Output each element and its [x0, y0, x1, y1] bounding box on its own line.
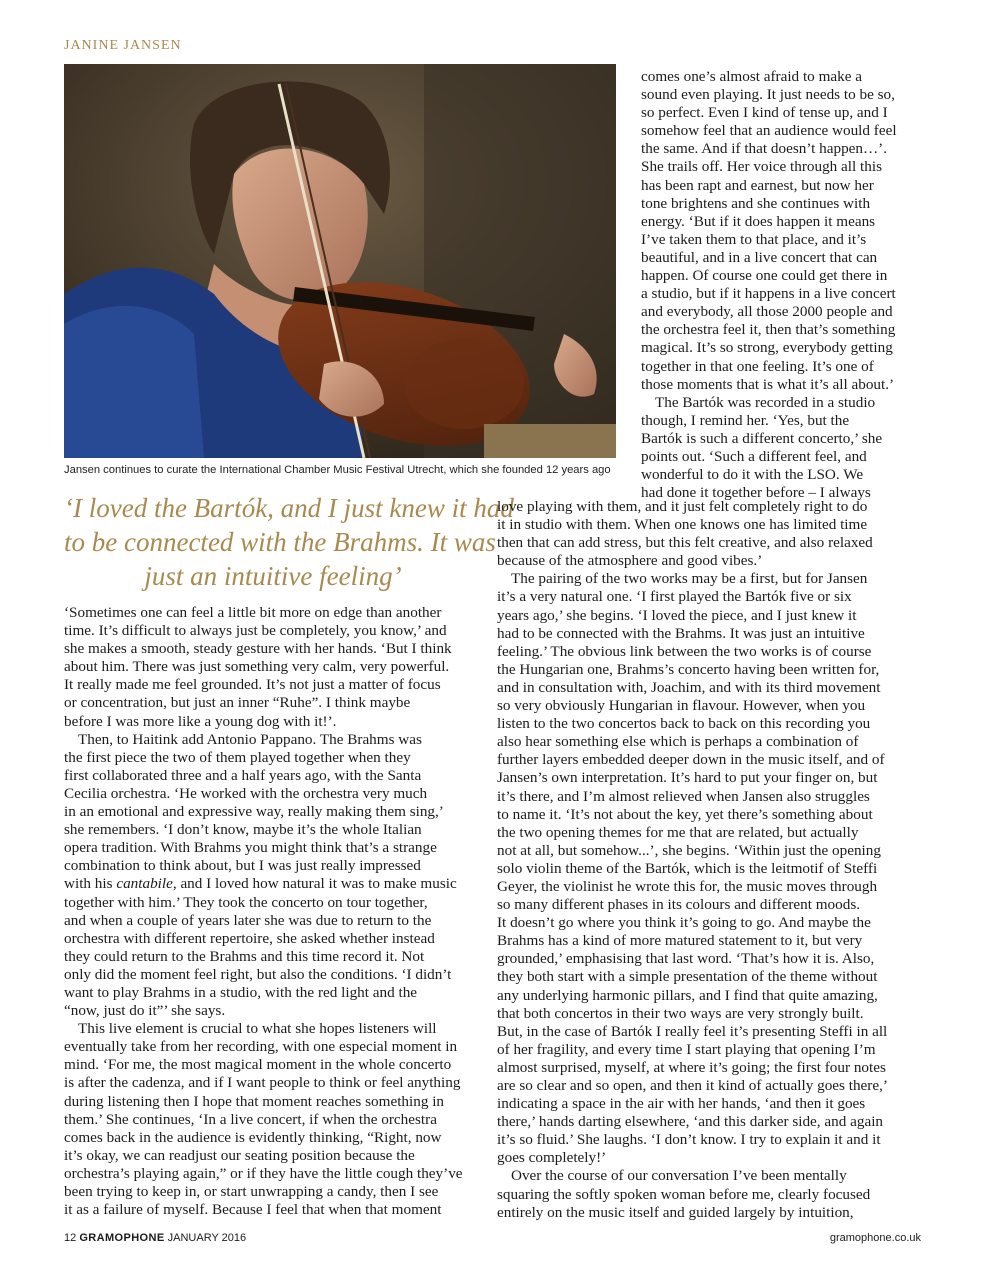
- text-line: those moments that is what it’s all about.’: [641, 375, 895, 393]
- text-line: combination to think about, but I was just really impressed: [64, 857, 421, 875]
- text-line: she makes a smooth, steady gesture with her hands. ‘But I think: [64, 640, 452, 658]
- text-line: she remembers. ‘I don’t know, maybe it’s the whole Italian: [64, 821, 422, 839]
- text-line: them.’ She continues, ‘In a live concert, if when the orchestra: [64, 1110, 437, 1128]
- text-line: the first piece the two of them played together when they: [64, 748, 411, 766]
- column-right: [497, 498, 917, 1222]
- text-line: orchestra’s playing again,” or if they have the little cough they’ve: [64, 1164, 463, 1182]
- text-line: then that can add stress, but this felt creative, and also relaxed: [497, 534, 873, 552]
- text-line: so perfect. Even I kind of tense up, and I: [641, 104, 888, 122]
- text-line: further layers embedded deeper down in the music itself, and of: [497, 751, 885, 769]
- text-line: sound even playing. It just needs to be so,: [641, 86, 895, 104]
- text-line: the Hungarian one, Brahms’s concerto having been written for,: [497, 660, 880, 678]
- text-line: almost surprised, myself, at where it’s going; the first four notes: [497, 1058, 886, 1076]
- text-line: because of the atmosphere and good vibes.’: [497, 552, 763, 570]
- column-left: [64, 604, 484, 1219]
- text-line: in an emotional and expressive way, really making them sing,’: [64, 803, 444, 821]
- text-line: love playing with them, and it just felt completely right to do: [497, 498, 868, 515]
- text-line: entirely on the music itself and guided largely by intuition,: [497, 1203, 854, 1221]
- text-line: the same. And if that doesn’t happen…’.: [641, 140, 888, 158]
- text-line: Then, to Haitink add Antonio Pappano. The Brahms was: [78, 730, 422, 748]
- text-line: It doesn’t go where you think it’s going to go. And maybe the: [497, 914, 871, 932]
- text-line: “now, just do it”’ she says.: [64, 1002, 226, 1020]
- text-line: had done it together before – I always: [641, 484, 871, 502]
- text-line: magical. It’s so strong, everybody getting: [641, 339, 893, 357]
- text-line: goes completely!’: [497, 1149, 607, 1167]
- text-line: squaring the softly spoken woman before me, clearly focused: [497, 1185, 871, 1203]
- text-line: opera tradition. With Brahms you might think that’s a strange: [64, 839, 437, 857]
- text-line: The Bartók was recorded in a studio: [655, 393, 876, 411]
- text-line: years ago,’ she begins. ‘I loved the piece, and I just knew it: [497, 606, 857, 624]
- text-line: grounded,’ emphasising that last word. ‘That’s how it is. Also,: [497, 950, 875, 968]
- text-line: comes one’s almost afraid to make a: [641, 68, 862, 85]
- text-line: want to play Brahms in a studio, with the red light and the: [64, 983, 418, 1001]
- text-line: together in that one feeling. It’s one of: [641, 357, 874, 375]
- text-line: orchestra with different repertoire, she asked whether instead: [64, 929, 435, 947]
- text-line: it’s a very natural one. ‘I first played the Bartók five or six: [497, 588, 852, 606]
- text-line: ‘Sometimes one can feel a little bit more on edge than another: [64, 604, 442, 621]
- text-line: during listening then I hope that moment reaches something in: [64, 1092, 445, 1110]
- text-line: and everybody, all those 2000 people and: [641, 303, 893, 321]
- column-top-right: [641, 68, 921, 502]
- text-line: it as a failure of myself. Because I feel that when that moment: [64, 1201, 442, 1219]
- text-line: beautiful, and in a live concert that can: [641, 248, 878, 266]
- text-line: about him. There was just something very calm, very powerful.: [64, 658, 450, 676]
- text-line: that both concertos in their two ways are very strongly built.: [497, 1004, 864, 1022]
- text-line: the orchestra feel it, then that’s something: [641, 321, 896, 339]
- text-line: and in consultation with, Joachim, and with its third movement: [497, 678, 881, 696]
- text-line: I’ve taken them to that place, and it’s: [641, 230, 867, 248]
- text-line: it’s there, and I’m almost relieved when Jansen also struggles: [497, 787, 870, 805]
- text-line: listen to the two concertos back to back on this recording you: [497, 715, 871, 733]
- text-line: This live element is crucial to what she hopes listeners will: [78, 1020, 437, 1038]
- text-line: with his cantabile, and I loved how natural it was to make music: [64, 875, 457, 893]
- text-line: It really made me feel grounded. It’s not just a matter of focus: [64, 676, 441, 694]
- text-line: Over the course of our conversation I’ve been mentally: [511, 1167, 847, 1185]
- text-line: Geyer, the violinist he wrote this for, the music moves through: [497, 877, 878, 895]
- text-line: together with him.’ They took the concerto on tour together,: [64, 893, 428, 911]
- text-line: points out. ‘Such a different feel, and: [641, 447, 867, 465]
- issue-date: JANUARY 2016: [167, 1232, 247, 1244]
- pull-quote-line: just an intuitive feeling’: [144, 561, 402, 591]
- text-line: also hear something else which is perhaps a combination of: [497, 733, 859, 751]
- text-line: had to be connected with the Brahms. It was just an intuitive: [497, 624, 865, 642]
- page-number: 12: [64, 1232, 77, 1244]
- text-line: are so clear and so open, and then it kind of actually goes there,’: [497, 1077, 888, 1094]
- pull-quote: [64, 491, 514, 593]
- text-line: so many different phases in its colours and different moods.: [497, 896, 861, 914]
- text-line: not at all, but somehow...’, she begins. ‘Within just the opening: [497, 841, 881, 859]
- text-line: before I was more like a young dog with it!’.: [64, 712, 337, 730]
- text-line: it’s okay, we can readjust our seating position because the: [64, 1146, 415, 1164]
- footer-website: gramophone.co.uk: [829, 1232, 921, 1244]
- text-line: solo violin theme of the Bartók, which is the leitmotif of Steffi: [497, 859, 878, 877]
- photo-caption: Jansen continues to curate the International Chamber Music Festival Utrecht, which she founded 12 years ago: [64, 464, 611, 476]
- text-line: energy. ‘But if it does happen it means: [641, 212, 876, 230]
- text-line: or concentration, but just an inner “Ruhe”. I think maybe: [64, 694, 411, 712]
- text-line: happen. Of course one could get there in: [641, 267, 888, 285]
- text-line: feeling.’ The obvious link between the two works is of course: [497, 642, 872, 660]
- text-line: comes back in the audience is evidently thinking, “Right, now: [64, 1128, 442, 1146]
- text-line: of her fragility, and every time I start playing that opening I’m: [497, 1040, 876, 1058]
- text-line: only did the moment feel right, but also the conditions. ‘I didn’t: [64, 965, 452, 983]
- magazine-name: GRAMOPHONE: [79, 1232, 165, 1244]
- text-line: so very obviously Hungarian in flavour. However, when you: [497, 697, 866, 715]
- text-line: has been rapt and earnest, but now her: [641, 176, 874, 194]
- text-line: mind. ‘For me, the most magical moment in the whole concerto: [64, 1056, 452, 1074]
- text-line: though, I remind her. ‘Yes, but the: [641, 411, 850, 429]
- text-line: any underlying harmonic pillars, and I find that quite amazing,: [497, 986, 878, 1004]
- pull-quote-line: to be connected with the Brahms. It was: [64, 527, 496, 557]
- text-line: Brahms has a kind of more matured statement to it, but very: [497, 932, 863, 950]
- text-line: to name it. ‘It’s not about the key, yet there’s something about: [497, 805, 873, 823]
- text-line: they both start with a simple presentation of the theme without: [497, 968, 878, 986]
- text-line: a studio, but if it happens in a live concert: [641, 285, 896, 303]
- text-line: it’s so fluid.’ She laughs. ‘I don’t know. I try to explain it and it: [497, 1131, 881, 1149]
- text-line: and when a couple of years later she was due to return to the: [64, 911, 432, 929]
- text-line: the two opening themes for me that are related, but actually: [497, 823, 859, 841]
- text-line: been trying to keep in, or start unwrapping a candy, then I see: [64, 1183, 439, 1200]
- text-line: Bartók is such a different concerto,’ she: [641, 429, 883, 447]
- text-line: Cecilia orchestra. ‘He worked with the orchestra very much: [64, 784, 428, 802]
- text-line: it in studio with them. When one knows one has limited time: [497, 516, 868, 534]
- section-header: JANINE JANSEN: [64, 38, 182, 53]
- text-line: The pairing of the two works may be a first, but for Jansen: [511, 570, 868, 588]
- text-line: wonderful to do it with the LSO. We: [641, 466, 864, 484]
- text-line: time. It’s difficult to always just be completely, you know,’ and: [64, 622, 447, 640]
- text-line: Jansen’s own interpretation. It’s hard to put your finger on, but: [497, 769, 878, 787]
- text-line: indicating a space in the air with her hands, ‘and then it goes: [497, 1095, 866, 1113]
- footer-folio: [64, 1232, 246, 1244]
- text-line: eventually take from her recording, with one especial moment in: [64, 1038, 458, 1056]
- text-line: first collaborated three and a half years ago, with the Santa: [64, 766, 422, 784]
- text-line: they could return to the Brahms and this time record it. Not: [64, 947, 425, 965]
- text-line: there,’ hands darting elsewhere, ‘and this darker side, and again: [497, 1113, 884, 1131]
- text-line: But, in the case of Bartók I really feel it’s presenting Steffi in all: [497, 1022, 888, 1040]
- violinist-photo: [64, 64, 616, 458]
- text-line: is after the cadenza, and if I want people to think or feel anything: [64, 1074, 461, 1092]
- text-line: somehow feel that an audience would feel: [641, 122, 897, 140]
- text-line: She trails off. Her voice through all this: [641, 158, 882, 176]
- text-line: tone brightens and she continues with: [641, 194, 871, 212]
- pull-quote-line: ‘I loved the Bartók, and I just knew it had: [64, 493, 514, 523]
